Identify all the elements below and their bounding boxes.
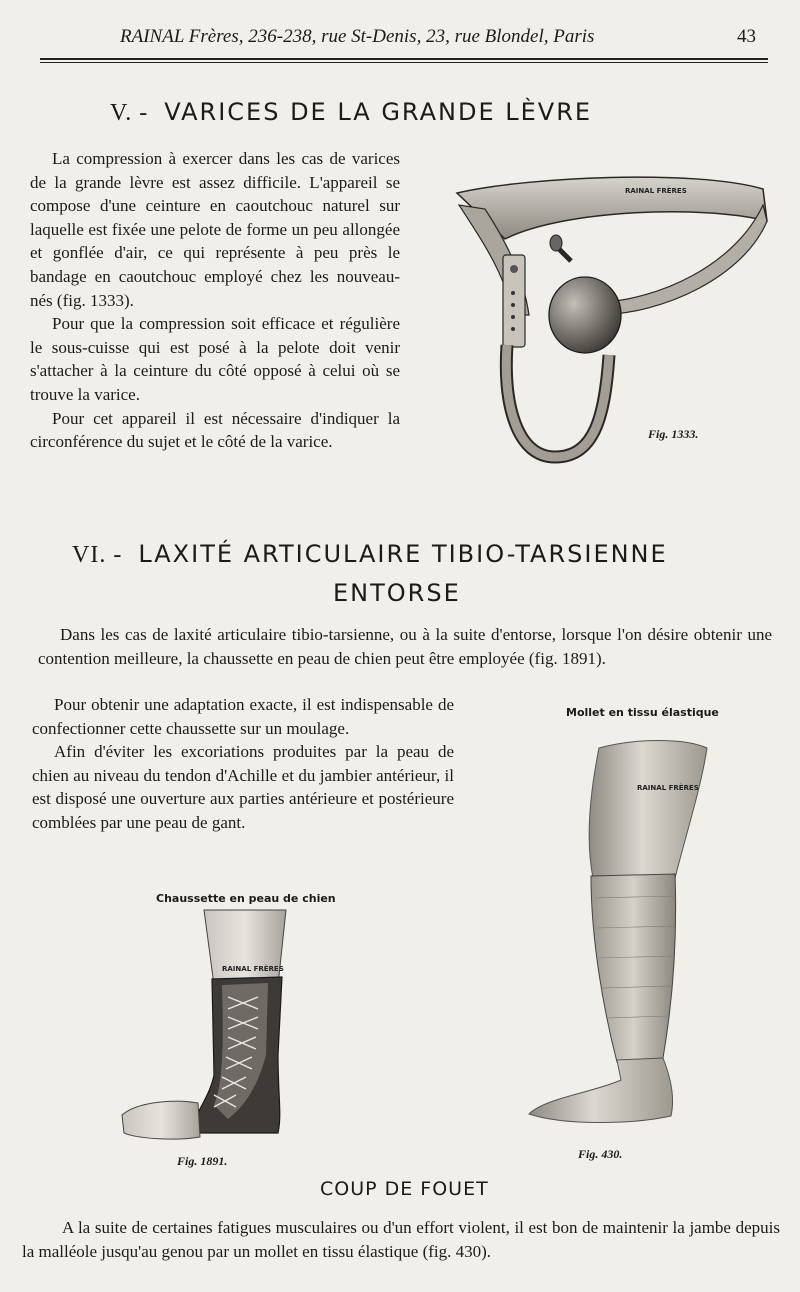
section-v-text	[30, 147, 400, 454]
coup-de-fouet-paragraph: A la suite de certaines fatigues musculaires ou d'un effort violent, il est bon de maintenir la jambe depuis la malléole jusqu'au genou par un mollet en tissu élastique (fig. 430).	[22, 1218, 780, 1261]
running-header	[40, 22, 770, 56]
section-vi-intro-text	[38, 623, 772, 670]
elastic-calf-leg-illustration	[525, 728, 715, 1138]
coup-de-fouet-heading: COUP DE FOUET	[320, 1178, 489, 1200]
section-vi-paragraph: Pour obtenir une adaptation exacte, il est indispensable de confectionner cette chaussette sur un moulage.	[32, 695, 454, 738]
section-v-paragraph: Pour cet appareil il est nécessaire d'indiquer la circonférence du sujet et le côté de la varice.	[30, 408, 400, 452]
figure-430-stamp: RAINAL FRÈRES	[637, 784, 699, 792]
section-v-paragraph: Pour que la compression soit efficace et régulière le sous-cuisse qui est posé à la pelote doit venir s'attacher à la ceinture du côté opposé à celui où se trouve la varice.	[30, 314, 400, 404]
section-vi-title-line2: ENTORSE	[333, 579, 461, 607]
section-vi-heading	[72, 540, 668, 569]
section-v-number: V. -	[110, 100, 149, 126]
section-vi-text	[32, 693, 454, 835]
figure-1333-label: Fig. 1333.	[648, 427, 699, 441]
laced-ankle-sock-illustration	[118, 905, 298, 1150]
figure-1333-stamp: RAINAL FRÈRES	[625, 187, 687, 195]
page-number: 43	[737, 26, 756, 47]
figure-1891-label: Fig. 1891.	[177, 1154, 228, 1168]
header-rule-thin	[40, 62, 768, 63]
section-v-title: VARICES DE LA GRANDE LÈVRE	[164, 98, 593, 126]
figure-430-caption: Mollet en tissu élastique	[566, 706, 719, 719]
section-vi-title-line1: LAXITÉ ARTICULAIRE TIBIO-TARSIENNE	[138, 540, 668, 568]
section-v-paragraph: La compression à exercer dans les cas de varices de la grande lèvre est assez difficile. L'appareil se compose d'une ceinture en caoutchouc naturel sur laquelle est fixée une pelote de forme un peu allongée et gonflée d'air, ce qui représente à peu près le bandage en caoutchouc employé chez les nouveau-nés (fig. 1333).	[30, 149, 400, 310]
figure-1891-stamp: RAINAL FRÈRES	[222, 965, 284, 973]
belt-truss-illustration	[445, 165, 775, 465]
figure-1891-caption: Chaussette en peau de chien	[156, 892, 336, 905]
section-v-heading	[110, 98, 592, 127]
header-rule-thick	[40, 58, 768, 60]
section-vi-number: VI. -	[72, 542, 123, 568]
section-vi-paragraph: Afin d'éviter les excoriations produites par la peau de chien au niveau du tendon d'Achille et du jambier antérieur, il est disposé une ouverture aux parties antérieure et postérieure comblées par une peau de gant.	[32, 742, 454, 832]
section-vi-intro-paragraph: Dans les cas de laxité articulaire tibio-tarsienne, ou à la suite d'entorse, lorsque l'on désire obtenir une contention meilleure, la chaussette en peau de chien peut être employée (fig. 1891).	[38, 625, 772, 668]
running-head: RAINAL Frères, 236-238, rue St-Denis, 23, rue Blondel, Paris	[120, 26, 595, 47]
figure-430-label: Fig. 430.	[578, 1147, 623, 1161]
coup-de-fouet-text	[22, 1216, 780, 1263]
